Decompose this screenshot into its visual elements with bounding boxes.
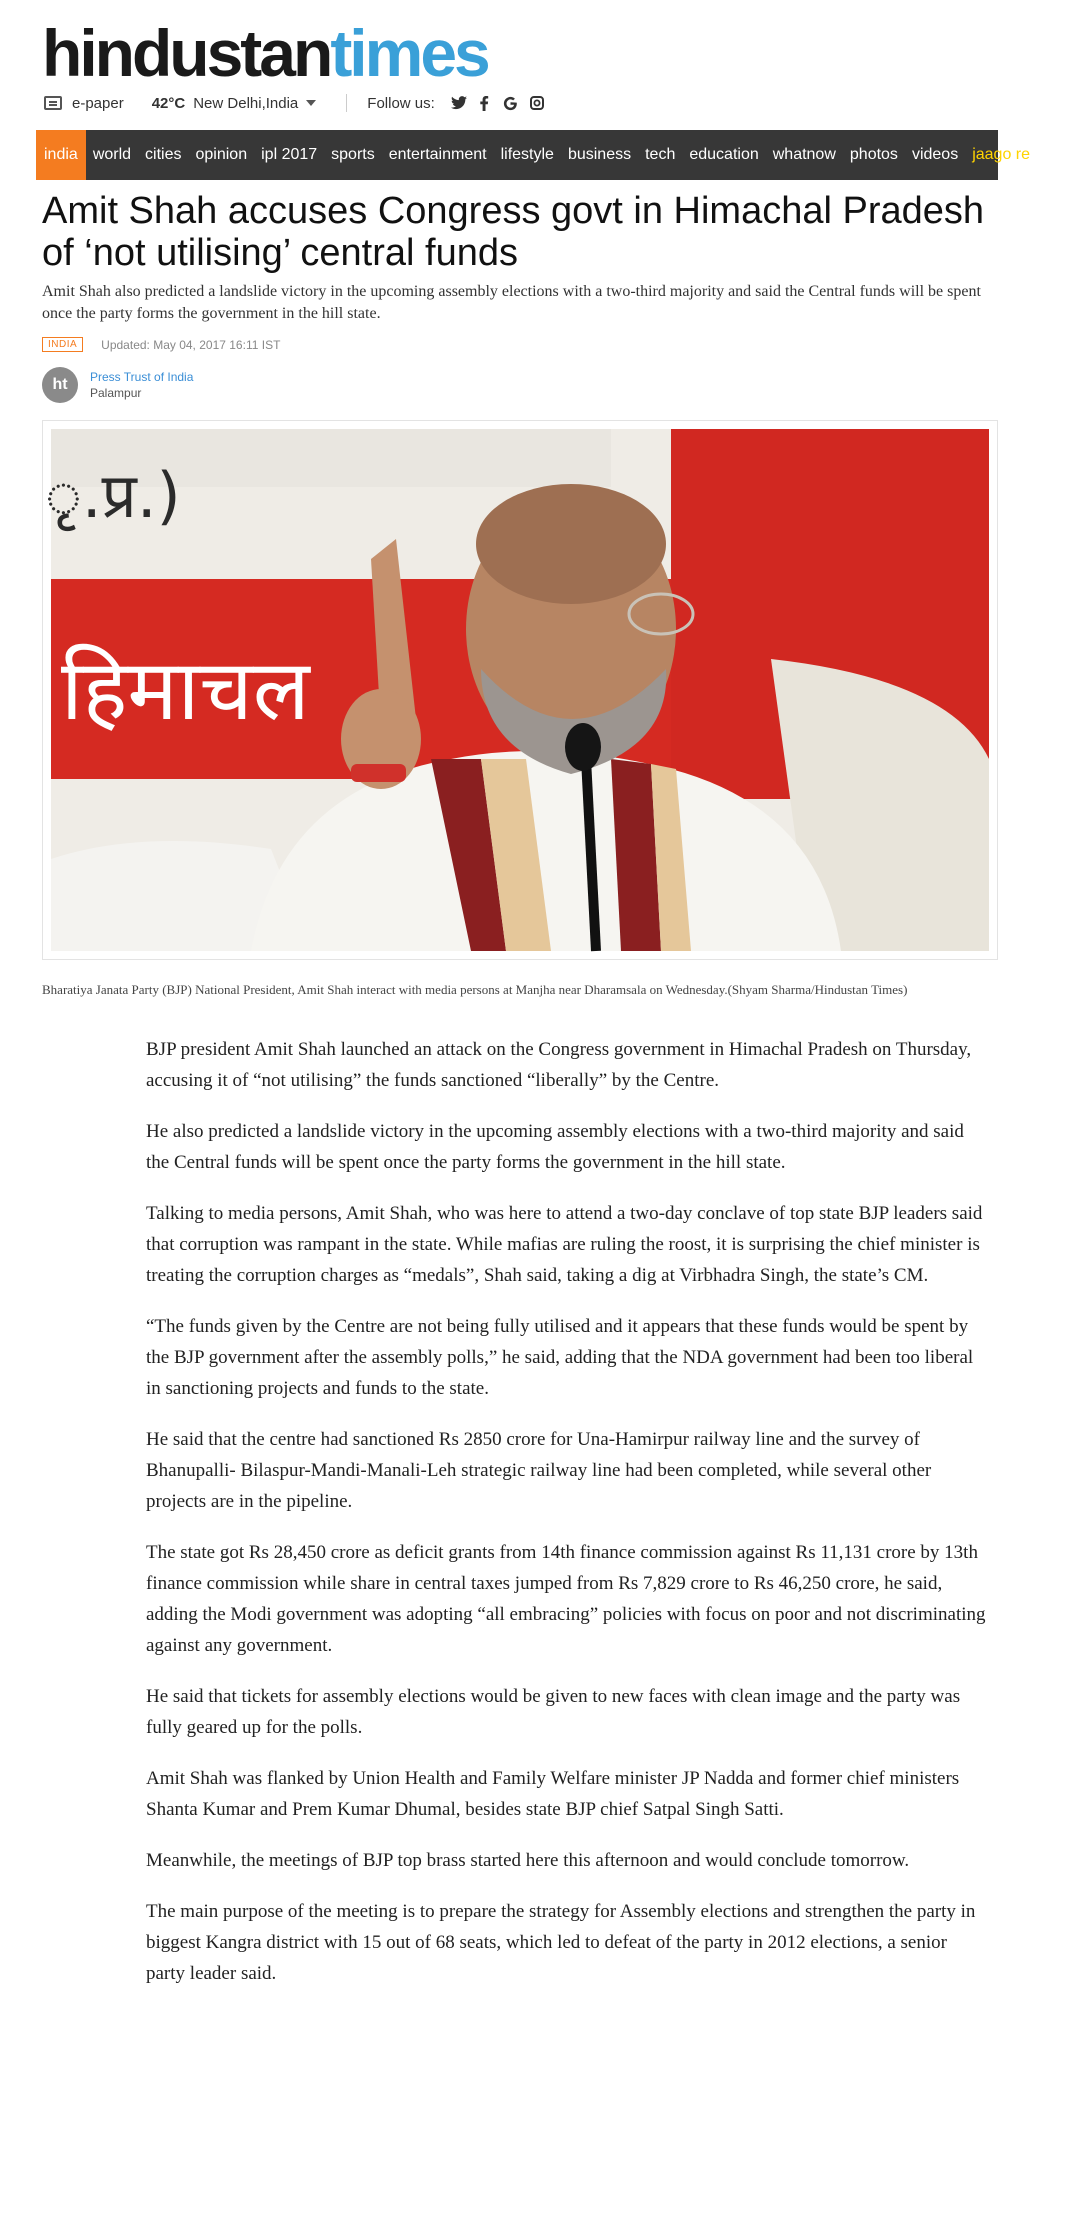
article-paragraph: The main purpose of the meeting is to prepare the strategy for Assembly elections and strengthen the party in biggest Kangra district with 15 out of 68 seats, which led to defeat of the party in 2012 elections, a senior party leader said.: [146, 1901, 976, 1984]
article-paragraph: Amit Shah was flanked by Union Health and Family Welfare minister JP Nadda and former chief ministers Shanta Kumar and Prem Kumar Dhumal, besides state BJP chief Satpal Singh Satti.: [146, 1768, 960, 1820]
nav-item-whatnow[interactable]: whatnow: [772, 146, 836, 163]
section-badge[interactable]: INDIA: [42, 337, 83, 352]
divider: [346, 94, 347, 112]
photo-caption: Bharatiya Janata Party (BJP) National President, Amit Shah interact with media persons at Manjha near Dharamsala on Wednesday.(Shyam Sharma/Hindustan Times): [42, 982, 908, 997]
article-photo[interactable]: [45, 429, 989, 951]
nav-item-world[interactable]: world: [92, 146, 132, 163]
article-headline: Amit Shah accuses Congress govt in Himachal Pradesh of ‘not utilising’ central funds: [42, 190, 985, 274]
byline-text: [90, 369, 193, 401]
source-link[interactable]: Press Trust of India: [90, 370, 194, 384]
nav-item-lifestyle[interactable]: lifestyle: [500, 146, 554, 163]
city-selector[interactable]: New Delhi,India: [193, 94, 299, 112]
chevron-down-icon[interactable]: [306, 100, 316, 106]
nav-item-tech[interactable]: tech: [645, 146, 676, 163]
nav-item-entertainment[interactable]: entertainment: [388, 146, 487, 163]
nav-item-cities[interactable]: cities: [145, 146, 182, 163]
follow-label: Follow us:: [367, 94, 435, 112]
article-paragraph: The state got Rs 28,450 crore as deficit grants from 14th finance commission against Rs 11,131 crore by 13th finance commission while share in central taxes jumped from Rs 7,829 crore to Rs 46,250 crore, he said, adding the Modi government was adopting “all embracing” policies with focus on poor and not discriminating against any government.: [146, 1542, 986, 1656]
dateline-location: Palampur: [90, 386, 142, 400]
article-paragraph: He said that the centre had sanctioned Rs 2850 crore for Una-Hamirpur railway line and the survey of Bhanupalli- Bilaspur-Mandi-Manali-Leh strategic railway line had been completed, while several other projects are in the pipeline.: [146, 1429, 932, 1512]
epaper-link[interactable]: e-paper: [72, 94, 124, 112]
nav-item-education[interactable]: education: [689, 146, 759, 163]
twitter-icon[interactable]: [451, 96, 467, 110]
article-paragraph: Talking to media persons, Amit Shah, who was here to attend a two-day conclave of top state BJP leaders said that corruption was rampant in the state. While mafias are ruling the roost, it is surprising the chief minister is treating the corruption charges as “medals”, Shah said, taking a dig at Virbhadra Singh, the state’s CM.: [146, 1203, 983, 1286]
nav-item-jaago-re[interactable]: jaago re: [972, 146, 1031, 163]
article-paragraph: “The funds given by the Centre are not being fully utilised and it appears that these funds would be spent by the BJP government after the assembly polls,” he said, adding that the NDA government had been too liberal in sanctioning projects and funds to the state.: [146, 1316, 974, 1399]
article-paragraph: He also predicted a landslide victory in the upcoming assembly elections with a two-third majority and said the Central funds will be spent once the party forms the government in the hill state.: [146, 1121, 964, 1173]
article-summary: Amit Shah also predicted a landslide victory in the upcoming assembly elections with a two-third majority and said the Central funds will be spent once the party forms the government in the hill state.: [42, 283, 981, 322]
facebook-icon[interactable]: [479, 96, 489, 111]
nav-item-photos[interactable]: photos: [849, 146, 898, 163]
svg-text:ृ.प्र.): ृ.प्र.): [45, 459, 181, 532]
nav-item-ipl-2017[interactable]: ipl 2017: [261, 146, 318, 163]
article-paragraph: Meanwhile, the meetings of BJP top brass started here this afternoon and would conclude tomorrow.: [146, 1850, 910, 1871]
logo-part-times: times: [330, 16, 488, 90]
newspaper-icon[interactable]: [44, 96, 62, 110]
nav-item-sports[interactable]: sports: [331, 146, 375, 163]
article-photo-frame: [42, 420, 998, 960]
byline: [42, 367, 193, 403]
main-navigation: [36, 130, 1068, 180]
site-logo[interactable]: [42, 16, 488, 90]
article-body: [146, 1034, 986, 2009]
top-toolbar: [44, 92, 544, 114]
nav-item-business[interactable]: business: [567, 146, 632, 163]
updated-timestamp: Updated: May 04, 2017 16:11 IST: [101, 337, 281, 352]
instagram-icon[interactable]: [530, 96, 544, 110]
logo-part-hindustan: hindustan: [42, 16, 331, 90]
nav-item-india[interactable]: india: [36, 130, 86, 180]
google-plus-icon[interactable]: [503, 96, 518, 111]
article-paragraph: He said that tickets for assembly elections would be given to new faces with clean image and the party was fully geared up for the polls.: [146, 1686, 961, 1738]
article-paragraph: BJP president Amit Shah launched an attack on the Congress government in Himachal Pradesh on Thursday, accusing it of “not utilising” the funds sanctioned “liberally” by the Centre.: [146, 1039, 972, 1091]
banner-text: हिमाचल: [61, 641, 310, 739]
nav-item-opinion[interactable]: opinion: [195, 146, 248, 163]
nav-item-videos[interactable]: videos: [911, 146, 959, 163]
article-meta: [42, 337, 280, 352]
more-menu-icon[interactable]: •••: [1043, 144, 1068, 165]
photo-illustration: [45, 429, 989, 951]
avatar: ht: [42, 367, 78, 403]
temperature: 42°C: [151, 94, 186, 112]
